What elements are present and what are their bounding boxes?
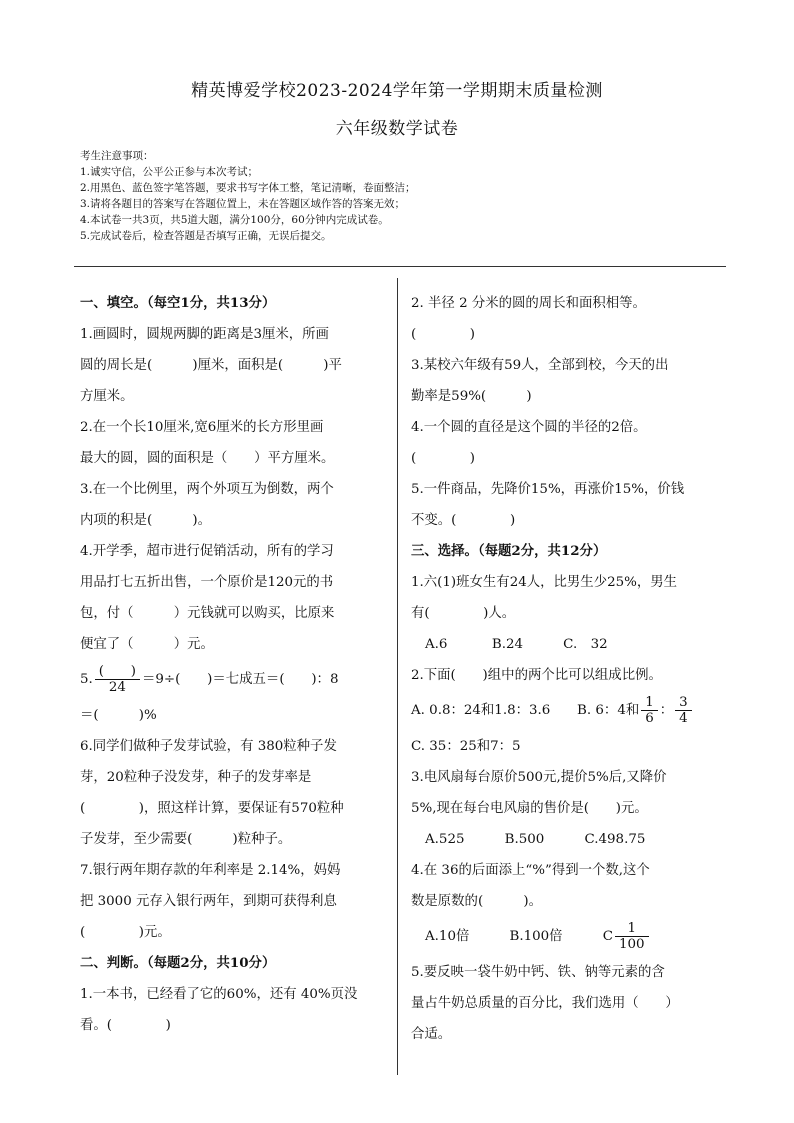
- instructions-heading: 考生注意事项：: [80, 150, 154, 162]
- question-line: ( )，照这样计算，要保证有570粒种: [80, 801, 344, 816]
- question-fill-5: [80, 660, 384, 731]
- question-choice-1: [411, 567, 721, 660]
- question-line: 1.一本书，已经看了它的60%，还有 40%页没: [80, 987, 358, 1002]
- question-judge-5: [411, 474, 721, 536]
- question-choice-3: [411, 762, 721, 855]
- exam-subtitle: 六年级数学试卷: [335, 119, 459, 139]
- question-line: 芽，20粒种子没发芽，种子的发芽率是: [80, 770, 312, 785]
- option-text: A.10倍 B.100倍 C: [425, 929, 613, 944]
- instruction-item: 5.完成试卷后，检查答题是否填写正确，无误后提交。: [80, 230, 332, 242]
- option-text: A. 0.8：24和1.8：3.6 B. 6：4和: [411, 703, 640, 718]
- question-line: 5%,现在每台电风扇的售价是( )元。: [411, 801, 648, 816]
- question-line: 4.开学季，超市进行促销活动，所有的学习: [80, 544, 334, 559]
- question-judge-1: [80, 979, 384, 1041]
- question-line: ( ): [411, 451, 476, 466]
- question-line: 3.在一个比例里，两个外项互为倒数，两个: [80, 482, 334, 497]
- equation-text: ＝9÷( )＝七成五＝( )：8: [142, 672, 339, 687]
- question-fill-6: [80, 731, 384, 855]
- instruction-item: 2.用黑色、蓝色签字笔答题，要求书写字体工整，笔记清晰，卷面整洁；: [80, 182, 416, 194]
- question-choice-4: [411, 855, 721, 957]
- exam-title: 精英博爱学校2023-2024学年第一学期期末质量检测: [191, 81, 603, 101]
- right-column: [411, 288, 721, 1050]
- question-line: ( ): [411, 327, 476, 342]
- horizontal-rule: [74, 266, 726, 267]
- question-line: 4.一个圆的直径是这个圆的半径的2倍。: [411, 420, 647, 435]
- choice-options: A.525 B.500 C.498.75: [425, 832, 646, 847]
- question-line: 1.六(1)班女生有24人，比男生少25%，男生: [411, 575, 678, 590]
- question-fill-2: [80, 412, 384, 474]
- section-heading-choice: 三、选择。（每题2分，共12分）: [411, 543, 607, 559]
- question-line: 把 3000 元存入银行两年，到期可获得利息: [80, 894, 337, 909]
- instruction-item: 1.诚实守信，公平公正参与本次考试；: [80, 166, 259, 178]
- choice-options: [411, 691, 721, 731]
- fraction: [615, 921, 649, 952]
- question-choice-2: [411, 660, 721, 762]
- question-line: 7.银行两年期存款的年利率是 2.14%，妈妈: [80, 863, 341, 878]
- fraction: [675, 695, 692, 726]
- question-line: 6.同学们做种子发芽试验，有 380粒种子发: [80, 739, 337, 754]
- question-line: 合适。: [411, 1027, 452, 1042]
- instruction-item: 4.本试卷一共3页，共5道大题，满分100分，60分钟内完成试卷。: [80, 214, 389, 226]
- fraction: [641, 695, 658, 726]
- question-judge-3: [411, 350, 721, 412]
- question-line: 2. 半径 2 分米的圆的周长和面积相等。: [411, 296, 646, 311]
- question-line: 量占牛奶总质量的百分比，我们选用（ ）: [411, 996, 679, 1011]
- question-line: ( )元。: [80, 925, 171, 940]
- fraction-numerator: 1: [615, 921, 649, 937]
- question-line: 3.某校六年级有59人，全部到校，今天的出: [411, 358, 669, 373]
- column-divider: [397, 278, 398, 1075]
- question-line: 5.一件商品，先降价15%，再涨价15%，价钱: [411, 482, 685, 497]
- question-line: [80, 660, 384, 700]
- choice-options: [411, 917, 721, 957]
- question-fill-4: [80, 536, 384, 660]
- question-line: 5.要反映一袋牛奶中钙、铁、钠等元素的含: [411, 965, 665, 980]
- question-line: 便宜了（ ）元。: [80, 637, 214, 652]
- question-line: 3.电风扇每台原价500元,提价5%后,又降价: [411, 770, 667, 785]
- question-line: 圆的周长是( )厘米，面积是( )平: [80, 358, 342, 373]
- question-fill-3: [80, 474, 384, 536]
- question-line: 1.画圆时，圆规两脚的距离是3厘米，所画: [80, 327, 329, 342]
- question-line: 包，付（ ）元钱就可以购买，比原来: [80, 606, 335, 621]
- question-line: 有( )人。: [411, 606, 516, 621]
- section-heading-fill-blank: 一、填空。（每空1分，共13分）: [80, 295, 276, 311]
- question-line: 数是原数的( )。: [411, 894, 542, 909]
- fraction-denominator: 24: [108, 680, 126, 695]
- question-line: 内项的积是( )。: [80, 513, 211, 528]
- fraction-numerator: 3: [675, 695, 692, 711]
- exam-instructions: [80, 148, 416, 244]
- question-line: 4.在 36的后面添上“%”得到一个数,这个: [411, 863, 650, 878]
- choice-options: C. 35：25和7：5: [411, 739, 521, 754]
- question-line: 用品打七五折出售，一个原价是120元的书: [80, 575, 334, 590]
- instruction-item: 3.请将各题目的答案写在答题位置上，未在答题区域作答的答案无效；: [80, 198, 406, 210]
- question-fill-1: [80, 319, 384, 412]
- fraction-denominator: 4: [679, 711, 688, 726]
- choice-options: A.6 B.24 C. 32: [425, 637, 608, 652]
- question-line: ＝( )%: [80, 708, 157, 723]
- question-line: 子发芽，至少需要( )粒种子。: [80, 832, 292, 847]
- question-judge-4: [411, 412, 721, 474]
- fraction-denominator: 100: [619, 937, 645, 952]
- question-number: 5.: [80, 672, 93, 687]
- question-line: 2.在一个长10厘米,宽6厘米的长方形里画: [80, 420, 324, 435]
- ratio-colon: ：: [659, 703, 674, 718]
- question-line: 最大的圆，圆的面积是（ ）平方厘米。: [80, 451, 335, 466]
- fraction: [95, 664, 140, 695]
- question-line: 方厘米。: [80, 389, 134, 404]
- question-line: 2.下面( )组中的两个比可以组成比例。: [411, 668, 662, 683]
- fraction-numerator: 1: [641, 695, 658, 711]
- fraction-denominator: 6: [645, 711, 654, 726]
- left-column: [80, 288, 384, 1041]
- question-line: 勤率是59%( ): [411, 389, 532, 404]
- question-fill-7: [80, 855, 384, 948]
- question-line: 看。( ): [80, 1018, 171, 1033]
- fraction-numerator: ( ): [95, 664, 140, 680]
- question-choice-5: [411, 957, 721, 1050]
- question-judge-2: [411, 288, 721, 350]
- question-line: 不变。( ): [411, 513, 516, 528]
- section-heading-true-false: 二、判断。（每题2分，共10分）: [80, 955, 276, 971]
